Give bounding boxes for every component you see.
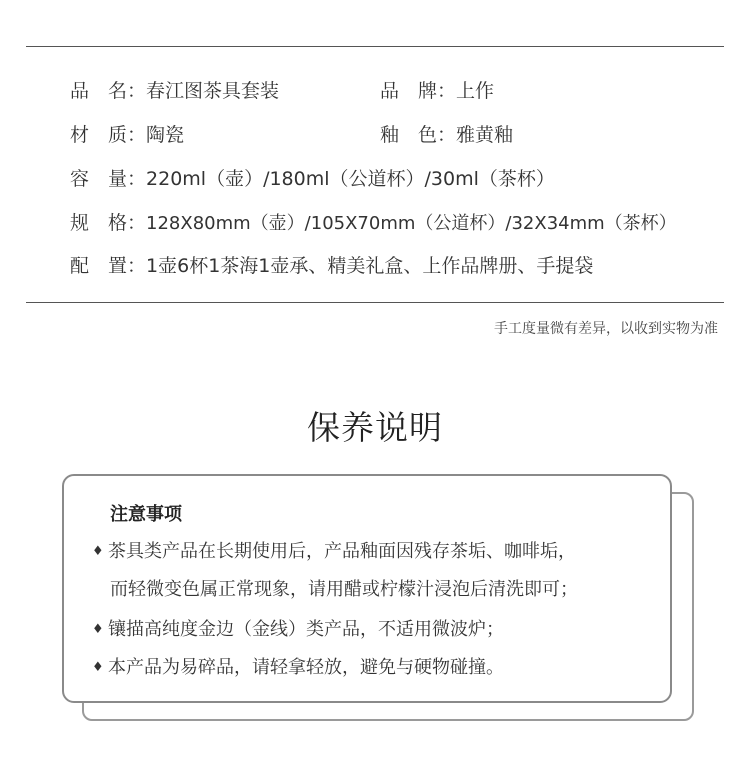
diamond-bullet-icon: ♦ (92, 622, 104, 637)
spec-material-value: 陶瓷 (146, 124, 185, 146)
care-item-2-text: 镶描高纯度金边（金线）类产品，不适用微波炉； (108, 619, 504, 640)
handmade-note: 手工度量微有差异，以收到实物为准 (494, 321, 718, 337)
top-divider (26, 46, 724, 47)
care-item-1 (92, 539, 576, 565)
spec-size-value: 128X80mm（壶）/105X70mm（公道杯）/32X34mm（茶杯） (146, 213, 677, 234)
care-item-2 (92, 617, 504, 643)
spec-glaze (380, 120, 513, 150)
spec-brand (380, 76, 494, 106)
middle-divider (26, 302, 724, 303)
spec-glaze-value: 雅黄釉 (456, 124, 514, 146)
care-heading: 注意事项 (110, 504, 182, 525)
diamond-bullet-icon: ♦ (92, 544, 104, 559)
spec-row-material (70, 120, 514, 150)
spec-config-value: 1壶6杯1茶海1壶承、精美礼盒、上作品牌册、手提袋 (146, 255, 594, 277)
spec-row-name (70, 76, 495, 106)
diamond-bullet-icon: ♦ (92, 660, 104, 675)
care-item-1-text: 茶具类产品在长期使用后，产品釉面因残存茶垢、咖啡垢， (108, 541, 576, 562)
spec-brand-value: 上作 (456, 80, 495, 102)
spec-config-label: 配 置： (70, 255, 147, 277)
spec-name-label: 品 名： (70, 80, 147, 102)
spec-brand-label: 品 牌： (380, 80, 457, 102)
care-item-1-continuation: 而轻微变色属正常现象，请用醋或柠檬汁浸泡后清洗即可； (110, 579, 578, 600)
spec-row-capacity (70, 164, 555, 194)
spec-glaze-label: 釉 色： (380, 124, 457, 146)
spec-row-size (70, 208, 677, 238)
spec-size-label: 规 格： (70, 212, 147, 234)
spec-name-value: 春江图茶具套装 (146, 80, 280, 102)
care-item-3-text: 本产品为易碎品，请轻拿轻放，避免与硬物碰撞。 (108, 657, 504, 678)
spec-capacity-value: 220ml（壶）/180ml（公道杯）/30ml（茶杯） (146, 168, 555, 190)
care-item-3 (92, 655, 504, 681)
care-card (62, 474, 672, 703)
spec-row-config (70, 251, 593, 281)
spec-capacity-label: 容 量： (70, 168, 147, 190)
spec-material-label: 材 质： (70, 124, 147, 146)
care-title: 保养说明 (307, 408, 443, 447)
